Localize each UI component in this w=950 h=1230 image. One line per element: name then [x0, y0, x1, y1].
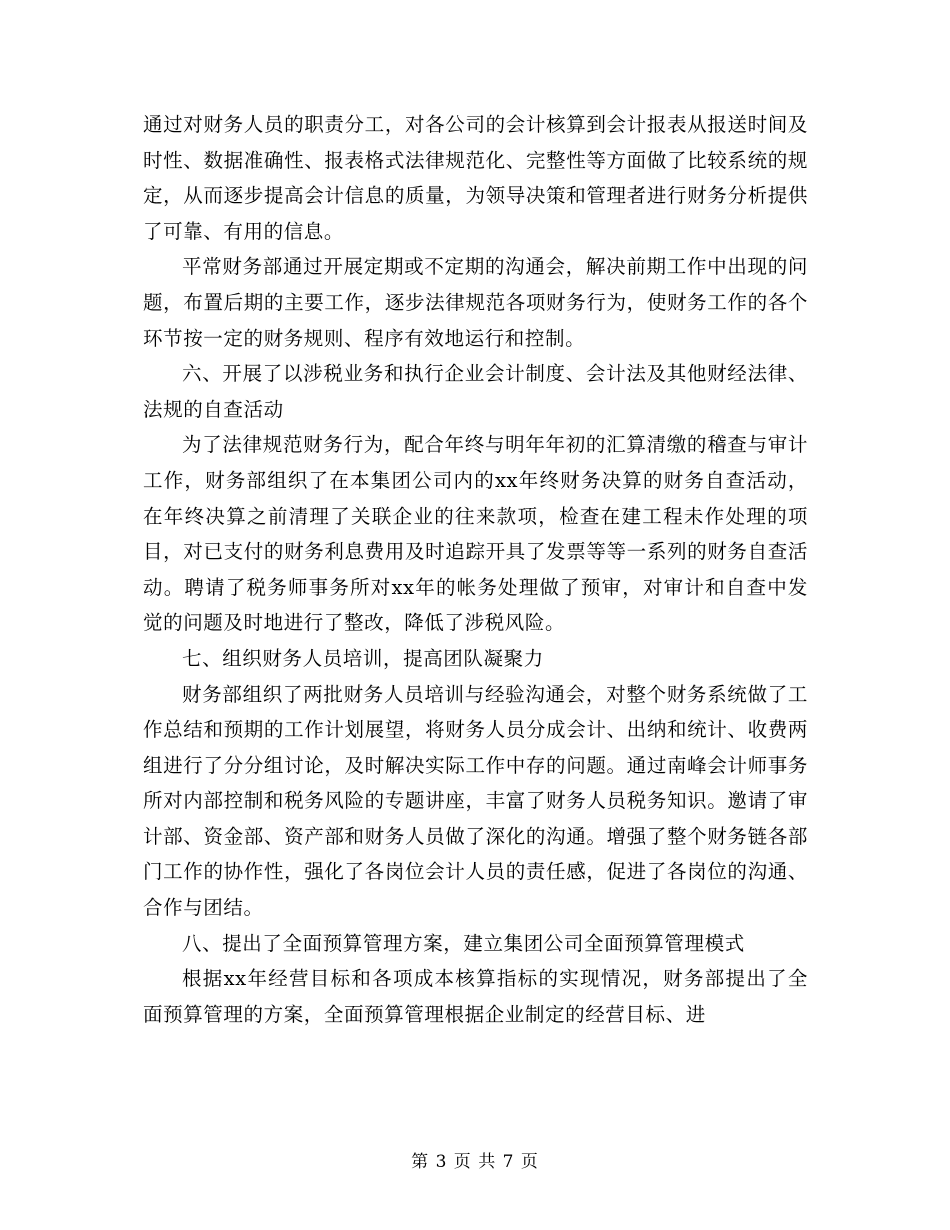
section-heading-7: 七、组织财务人员培训，提高团队凝聚力 — [182, 646, 544, 670]
paragraph-4: 财务部组织了两批财务人员培训与经验沟通会，对整个财务系统做了工作总结和预期的工作计划展望，将财务人员分成会计、出纳和统计、收费两组进行了分分组讨论，及时解决实际工作中存的问题。通过南峰会计师事务所对内部控制和税务风险的专题讲座，丰富了财务人员税务知识。邀请了审计部、资金部、资产部和财务人员做了深化的沟通。增强了整个财务链各部门工作的协作性，强化了各岗位会计人员的责任感，促进了各岗位的沟通、合作与团结。 — [143, 682, 808, 920]
paragraph-3: 为了法律规范财务行为，配合年终与明年年初的汇算清缴的稽查与审计工作，财务部组织了在本集团公司内的xx年终财务决算的财务自查活动，在年终决算之前清理了关联企业的往来款项，检查在建工程未作处理的项目，对已支付的财务利息费用及时追踪开具了发票等等一系列的财务自查活动。聘请了税务师事务所对xx年的帐务处理做了预审，对审计和自查中发觉的问题及时地进行了整改，降低了涉税风险。 — [143, 433, 808, 635]
section-heading-6: 六、开展了以涉税业务和执行企业会计制度、会计法及其他财经法律、法规的自查活动 — [143, 362, 808, 421]
paragraph-2: 平常财务部通过开展定期或不定期的沟通会，解决前期工作中出现的问题，布置后期的主要工作，逐步法律规范各项财务行为，使财务工作的各个环节按一定的财务规则、程序有效地运行和控制。 — [143, 255, 808, 350]
section-heading-8: 八、提出了全面预算管理方案，建立集团公司全面预算管理模式 — [182, 931, 745, 955]
paragraph-1: 通过对财务人员的职责分工，对各公司的会计核算到会计报表从报送时间及时性、数据准确性、报表格式法律规范化、完整性等方面做了比较系统的规定，从而逐步提高会计信息的质量，为领导决策和管理者进行财务分析提供了可靠、有用的信息。 — [143, 113, 808, 243]
page-number-footer: 第 3 页 共 7 页 — [411, 1152, 539, 1172]
document-body — [143, 107, 808, 1032]
paragraph-5: 根据xx年经营目标和各项成本核算指标的实现情况，财务部提出了全面预算管理的方案，全面预算管理根据企业制定的经营目标、进 — [143, 967, 808, 1026]
